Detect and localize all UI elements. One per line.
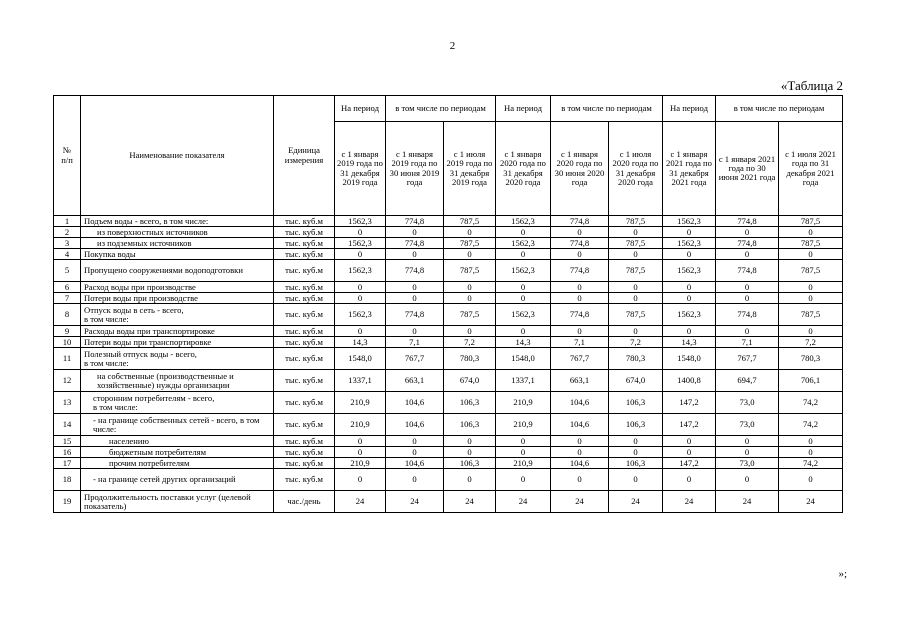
unit-cell: тыс. куб.м [274, 447, 335, 458]
value-cell: 1562,3 [663, 216, 716, 227]
unit-cell: тыс. куб.м [274, 260, 335, 282]
header-num: № п/п [54, 96, 81, 216]
indicator-name-cell: из поверхностных источников [81, 227, 274, 238]
table-row [54, 469, 843, 491]
value-cell: 0 [716, 469, 779, 491]
value-cell: 0 [444, 227, 496, 238]
row-number-cell: 6 [54, 282, 81, 293]
unit-cell: тыс. куб.м [274, 392, 335, 414]
value-cell: 0 [716, 227, 779, 238]
value-cell: 14,3 [335, 337, 386, 348]
value-cell: 663,1 [551, 370, 609, 392]
value-cell: 0 [663, 326, 716, 337]
value-cell: 0 [444, 326, 496, 337]
table-row [54, 447, 843, 458]
row-number-cell: 11 [54, 348, 81, 370]
table-row [54, 304, 843, 326]
value-cell: 0 [609, 326, 663, 337]
unit-cell: тыс. куб.м [274, 436, 335, 447]
table-row [54, 227, 843, 238]
row-number-cell: 1 [54, 216, 81, 227]
header-period-total-top: На период [663, 96, 716, 122]
value-cell: 0 [386, 249, 444, 260]
value-cell: 24 [444, 491, 496, 513]
value-cell: 0 [335, 469, 386, 491]
row-number-cell: 4 [54, 249, 81, 260]
header-period-total-top: На период [496, 96, 551, 122]
value-cell: 24 [386, 491, 444, 513]
value-cell: 780,3 [444, 348, 496, 370]
value-cell: 1562,3 [496, 260, 551, 282]
header-name: Наименование показателя [81, 96, 274, 216]
value-cell: 0 [609, 227, 663, 238]
value-cell: 0 [551, 227, 609, 238]
header-period-group: в том числе по периодам [716, 96, 843, 122]
value-cell: 1548,0 [335, 348, 386, 370]
value-cell: 104,6 [386, 414, 444, 436]
value-cell: 0 [386, 436, 444, 447]
row-number-cell: 17 [54, 458, 81, 469]
row-number-cell: 16 [54, 447, 81, 458]
table-row [54, 216, 843, 227]
value-cell: 24 [335, 491, 386, 513]
value-cell: 0 [551, 282, 609, 293]
table-row [54, 392, 843, 414]
closing-mark: »; [838, 568, 847, 580]
value-cell: 0 [551, 249, 609, 260]
value-cell: 1562,3 [496, 216, 551, 227]
table-row [54, 249, 843, 260]
value-cell: 780,3 [779, 348, 843, 370]
value-cell: 0 [716, 447, 779, 458]
value-cell: 0 [386, 326, 444, 337]
value-cell: 104,6 [551, 414, 609, 436]
water-balance-table [53, 95, 843, 513]
value-cell: 0 [609, 282, 663, 293]
header-unit: Единица измерения [274, 96, 335, 216]
table-row [54, 238, 843, 249]
value-cell: 24 [716, 491, 779, 513]
value-cell: 787,5 [444, 216, 496, 227]
header-period-total-range: с 1 января 2021 года по 31 декабря 2021 года [663, 122, 716, 216]
value-cell: 73,0 [716, 458, 779, 469]
value-cell: 787,5 [779, 260, 843, 282]
value-cell: 73,0 [716, 414, 779, 436]
indicator-name-cell: Пропущено сооружениями водоподготовки [81, 260, 274, 282]
unit-cell: тыс. куб.м [274, 238, 335, 249]
indicator-name-cell: Потери воды при транспортировке [81, 337, 274, 348]
value-cell: 787,5 [779, 304, 843, 326]
row-number-cell: 14 [54, 414, 81, 436]
row-number-cell: 3 [54, 238, 81, 249]
value-cell: 0 [335, 326, 386, 337]
indicator-name-cell: - на границе собственных сетей - всего, в том числе: [81, 414, 274, 436]
value-cell: 767,7 [386, 348, 444, 370]
value-cell: 24 [663, 491, 716, 513]
value-cell: 0 [663, 227, 716, 238]
table-body [54, 216, 843, 513]
value-cell: 147,2 [663, 458, 716, 469]
value-cell: 0 [335, 227, 386, 238]
value-cell: 210,9 [496, 392, 551, 414]
unit-cell: тыс. куб.м [274, 249, 335, 260]
unit-cell: тыс. куб.м [274, 227, 335, 238]
unit-cell: тыс. куб.м [274, 337, 335, 348]
value-cell: 24 [496, 491, 551, 513]
value-cell: 0 [386, 469, 444, 491]
value-cell: 0 [609, 447, 663, 458]
value-cell: 14,3 [496, 337, 551, 348]
value-cell: 0 [496, 436, 551, 447]
value-cell: 147,2 [663, 392, 716, 414]
value-cell: 0 [496, 326, 551, 337]
value-cell: 73,0 [716, 392, 779, 414]
value-cell: 774,8 [716, 238, 779, 249]
value-cell: 106,3 [444, 414, 496, 436]
value-cell: 1548,0 [663, 348, 716, 370]
value-cell: 767,7 [551, 348, 609, 370]
value-cell: 0 [663, 436, 716, 447]
value-cell: 0 [609, 436, 663, 447]
value-cell: 0 [716, 249, 779, 260]
value-cell: 0 [551, 326, 609, 337]
table-row [54, 458, 843, 469]
value-cell: 24 [609, 491, 663, 513]
value-cell: 210,9 [335, 458, 386, 469]
value-cell: 787,5 [779, 216, 843, 227]
value-cell: 1337,1 [496, 370, 551, 392]
table-row [54, 491, 843, 513]
value-cell: 787,5 [444, 260, 496, 282]
value-cell: 1562,3 [335, 260, 386, 282]
value-cell: 774,8 [716, 304, 779, 326]
value-cell: 74,2 [779, 458, 843, 469]
indicator-name-cell: Подъем воды - всего, в том числе: [81, 216, 274, 227]
table-row [54, 326, 843, 337]
value-cell: 106,3 [444, 392, 496, 414]
value-cell: 104,6 [386, 458, 444, 469]
value-cell: 0 [663, 447, 716, 458]
value-cell: 0 [335, 293, 386, 304]
indicator-name-cell: Расходы воды при транспортировке [81, 326, 274, 337]
value-cell: 1562,3 [663, 238, 716, 249]
value-cell: 0 [386, 282, 444, 293]
value-cell: 1400,8 [663, 370, 716, 392]
value-cell: 0 [609, 249, 663, 260]
table-row [54, 337, 843, 348]
row-number-cell: 7 [54, 293, 81, 304]
value-cell: 787,5 [779, 238, 843, 249]
value-cell: 1562,3 [663, 304, 716, 326]
value-cell: 0 [779, 282, 843, 293]
value-cell: 7,2 [444, 337, 496, 348]
table-row [54, 260, 843, 282]
value-cell: 0 [716, 282, 779, 293]
value-cell: 210,9 [335, 392, 386, 414]
value-cell: 0 [444, 293, 496, 304]
unit-cell: тыс. куб.м [274, 370, 335, 392]
row-number-cell: 5 [54, 260, 81, 282]
value-cell: 104,6 [386, 392, 444, 414]
value-cell: 106,3 [444, 458, 496, 469]
value-cell: 694,7 [716, 370, 779, 392]
value-cell: 1337,1 [335, 370, 386, 392]
value-cell: 787,5 [609, 216, 663, 227]
value-cell: 0 [444, 447, 496, 458]
header-half-year-2: с 1 июля 2019 года по 31 декабря 2019 года [444, 122, 496, 216]
row-number-cell: 13 [54, 392, 81, 414]
row-number-cell: 9 [54, 326, 81, 337]
indicator-name-cell: из подземных источников [81, 238, 274, 249]
value-cell: 774,8 [551, 238, 609, 249]
value-cell: 7,2 [609, 337, 663, 348]
value-cell: 7,2 [779, 337, 843, 348]
value-cell: 0 [779, 249, 843, 260]
unit-cell: тыс. куб.м [274, 282, 335, 293]
value-cell: 0 [779, 469, 843, 491]
value-cell: 1562,3 [496, 238, 551, 249]
value-cell: 106,3 [609, 392, 663, 414]
value-cell: 0 [663, 293, 716, 304]
value-cell: 787,5 [444, 238, 496, 249]
header-half-year-1: с 1 января 2020 года по 30 июня 2020 года [551, 122, 609, 216]
value-cell: 0 [386, 227, 444, 238]
indicator-name-cell: Продолжительность поставки услуг (целевой показатель) [81, 491, 274, 513]
value-cell: 0 [716, 293, 779, 304]
header-half-year-2: с 1 июля 2021 года по 31 декабря 2021 года [779, 122, 843, 216]
value-cell: 210,9 [335, 414, 386, 436]
table-row [54, 293, 843, 304]
unit-cell: час./день [274, 491, 335, 513]
unit-cell: тыс. куб.м [274, 293, 335, 304]
value-cell: 0 [551, 436, 609, 447]
value-cell: 0 [779, 227, 843, 238]
value-cell: 1562,3 [335, 304, 386, 326]
indicator-name-cell: - на границе сетей других организаций [81, 469, 274, 491]
value-cell: 706,1 [779, 370, 843, 392]
value-cell: 774,8 [386, 260, 444, 282]
row-number-cell: 8 [54, 304, 81, 326]
value-cell: 774,8 [551, 216, 609, 227]
unit-cell: тыс. куб.м [274, 216, 335, 227]
value-cell: 0 [496, 227, 551, 238]
unit-cell: тыс. куб.м [274, 326, 335, 337]
value-cell: 0 [663, 469, 716, 491]
value-cell: 0 [444, 282, 496, 293]
value-cell: 210,9 [496, 414, 551, 436]
value-cell: 0 [551, 293, 609, 304]
value-cell: 787,5 [609, 260, 663, 282]
row-number-cell: 18 [54, 469, 81, 491]
row-number-cell: 19 [54, 491, 81, 513]
value-cell: 0 [551, 447, 609, 458]
value-cell: 0 [609, 293, 663, 304]
value-cell: 7,1 [386, 337, 444, 348]
value-cell: 0 [716, 326, 779, 337]
value-cell: 14,3 [663, 337, 716, 348]
indicator-name-cell: Расход воды при производстве [81, 282, 274, 293]
value-cell: 663,1 [386, 370, 444, 392]
header-period-total-range: с 1 января 2020 года по 31 декабря 2020 года [496, 122, 551, 216]
value-cell: 0 [335, 249, 386, 260]
value-cell: 0 [779, 326, 843, 337]
value-cell: 7,1 [551, 337, 609, 348]
header-period-total-range: с 1 января 2019 года по 31 декабря 2019 года [335, 122, 386, 216]
value-cell: 0 [779, 293, 843, 304]
header-period-group: в том числе по периодам [386, 96, 496, 122]
indicator-name-cell: Полезный отпуск воды - всего, в том числе: [81, 348, 274, 370]
value-cell: 774,8 [386, 238, 444, 249]
value-cell: 7,1 [716, 337, 779, 348]
value-cell: 787,5 [444, 304, 496, 326]
value-cell: 774,8 [551, 260, 609, 282]
header-period-total-top: На период [335, 96, 386, 122]
indicator-name-cell: Отпуск воды в сеть - всего, в том числе: [81, 304, 274, 326]
table-row [54, 282, 843, 293]
value-cell: 0 [335, 447, 386, 458]
value-cell: 0 [663, 249, 716, 260]
value-cell: 74,2 [779, 414, 843, 436]
value-cell: 0 [444, 249, 496, 260]
value-cell: 787,5 [609, 304, 663, 326]
value-cell: 1562,3 [335, 216, 386, 227]
table-row [54, 414, 843, 436]
value-cell: 0 [716, 436, 779, 447]
header-half-year-1: с 1 января 2019 года по 30 июня 2019 года [386, 122, 444, 216]
table-caption: «Таблица 2 [780, 78, 843, 93]
unit-cell: тыс. куб.м [274, 458, 335, 469]
value-cell: 774,8 [551, 304, 609, 326]
table-row [54, 348, 843, 370]
indicator-name-cell: на собственные (производственные и хозяйственные) нужды организации [81, 370, 274, 392]
value-cell: 780,3 [609, 348, 663, 370]
value-cell: 147,2 [663, 414, 716, 436]
value-cell: 0 [779, 447, 843, 458]
unit-cell: тыс. куб.м [274, 304, 335, 326]
value-cell: 674,0 [609, 370, 663, 392]
value-cell: 1562,3 [335, 238, 386, 249]
indicator-name-cell: Покупка воды [81, 249, 274, 260]
value-cell: 767,7 [716, 348, 779, 370]
value-cell: 1548,0 [496, 348, 551, 370]
value-cell: 0 [496, 282, 551, 293]
header-half-year-2: с 1 июля 2020 года по 31 декабря 2020 года [609, 122, 663, 216]
value-cell: 106,3 [609, 458, 663, 469]
header-half-year-1: с 1 января 2021 года по 30 июня 2021 года [716, 122, 779, 216]
value-cell: 674,0 [444, 370, 496, 392]
value-cell: 0 [496, 447, 551, 458]
table-row [54, 370, 843, 392]
table-row [54, 436, 843, 447]
value-cell: 0 [551, 469, 609, 491]
value-cell: 0 [335, 436, 386, 447]
value-cell: 1562,3 [663, 260, 716, 282]
value-cell: 774,8 [716, 260, 779, 282]
value-cell: 0 [779, 436, 843, 447]
value-cell: 0 [496, 249, 551, 260]
value-cell: 774,8 [386, 304, 444, 326]
value-cell: 0 [444, 469, 496, 491]
unit-cell: тыс. куб.м [274, 414, 335, 436]
value-cell: 24 [779, 491, 843, 513]
header-period-group: в том числе по периодам [551, 96, 663, 122]
indicator-name-cell: сторонним потребителям - всего, в том числе: [81, 392, 274, 414]
indicator-name-cell: бюджетным потребителям [81, 447, 274, 458]
value-cell: 24 [551, 491, 609, 513]
value-cell: 774,8 [716, 216, 779, 227]
row-number-cell: 12 [54, 370, 81, 392]
row-number-cell: 10 [54, 337, 81, 348]
value-cell: 0 [444, 436, 496, 447]
indicator-name-cell: Потери воды при производстве [81, 293, 274, 304]
value-cell: 0 [496, 469, 551, 491]
row-number-cell: 2 [54, 227, 81, 238]
value-cell: 0 [335, 282, 386, 293]
indicator-name-cell: прочим потребителям [81, 458, 274, 469]
unit-cell: тыс. куб.м [274, 469, 335, 491]
value-cell: 106,3 [609, 414, 663, 436]
value-cell: 0 [663, 282, 716, 293]
value-cell: 787,5 [609, 238, 663, 249]
unit-cell: тыс. куб.м [274, 348, 335, 370]
value-cell: 104,6 [551, 392, 609, 414]
indicator-name-cell: населению [81, 436, 274, 447]
value-cell: 0 [386, 293, 444, 304]
value-cell: 0 [609, 469, 663, 491]
value-cell: 0 [386, 447, 444, 458]
value-cell: 104,6 [551, 458, 609, 469]
value-cell: 0 [496, 293, 551, 304]
value-cell: 774,8 [386, 216, 444, 227]
value-cell: 74,2 [779, 392, 843, 414]
row-number-cell: 15 [54, 436, 81, 447]
page-number: 2 [449, 40, 456, 52]
value-cell: 1562,3 [496, 304, 551, 326]
value-cell: 210,9 [496, 458, 551, 469]
